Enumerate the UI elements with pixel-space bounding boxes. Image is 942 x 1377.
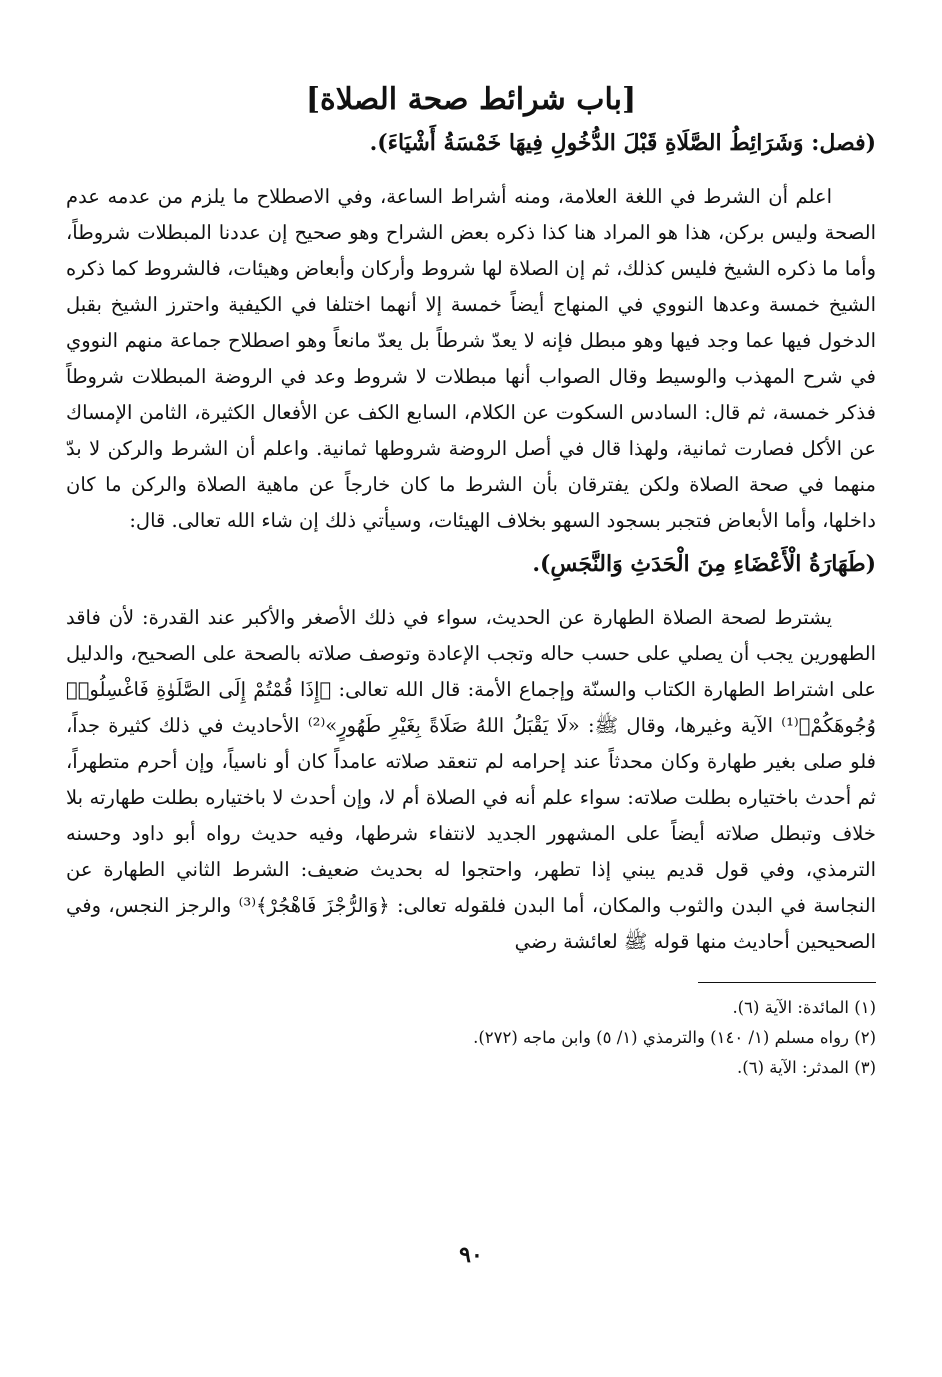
document-page: [66, 62, 876, 1377]
chapter-title: [باب شرائط صحة الصلاة]: [305, 82, 637, 117]
footnote-3: (٣) المدثر: الآية (٦).: [737, 1058, 876, 1078]
body-paragraph-purity: [66, 600, 876, 960]
footnote-1: (١) المائدة: الآية (٦).: [732, 998, 876, 1018]
footnotes: [66, 993, 876, 1083]
body-text-purity: يشترط لصحة الصلاة الطهارة عن الحديث، سواء في ذلك الأصغر والأكبر عند القدرة: لأن فاقد الطهورين يجب أن يصلي على حسب حاله وتجب الإعادة وتوصف صلاته بالصحة على الصحيح، والدليل على اشتراط الطهارة الكتاب والسنّة وإجماع الأمة: قال الله تعالى: ﴿إِذَا قُمْتُمْ إِلَى الصَّلَوٰةِ فَاغْسِلُوا۟ وُجُوهَكُمْ﴾⁽¹⁾ الآية وغيرها، وقال ﷺ: «لَا يَقْبَلُ اللهُ صَلَاةً بِغَيْرِ طَهُورٍ»⁽²⁾ الأحاديث في ذلك كثيرة جداً، فلو صلى بغير طهارة وكان محدثاً عند إحرامه لم تنعقد صلاته عامداً كان أو ناسياً، وإن أحرم متطهراً، ثم أحدث باختياره بطلت صلاته: سواء علم أنه في الصلاة أم لا، وإن أحدث لا باختياره بطلت طهارته بلا خلاف وتبطل صلاته أيضاً على المشهور الجديد لانتفاء شرطها، وفيه حديث رواه أبو داود وحسنه الترمذي، وفي قول قديم يبني إذا تطهر، واحتجوا له بحديث ضعيف: الشرط الثاني الطهارة عن النجاسة في البدن والثوب والمكان، أما البدن فلقوله تعالى: ﴿وَالرُّجْزَ فَاهْجُرْ﴾⁽³⁾ والرجز النجس، وفي الصحيحين أحاديث منها قوله ﷺ لعائشة رضي: [66, 606, 876, 954]
body-paragraph-conditions: [66, 179, 876, 539]
page-number: ٩٠: [459, 1242, 483, 1268]
section-heading-conditions: (فصل: وَشَرَائِطُ الصَّلَاةِ قَبْلَ الدُّخُولِ فِيهَا خَمْسَةُ أَشْيَاءَ).: [369, 130, 876, 156]
body-text-conditions: اعلم أن الشرط في اللغة العلامة، ومنه أشراط الساعة، وفي الاصطلاح ما يلزم من عدمه عدم الصحة وليس بركن، هذا هو المراد هنا كذا ذكره بعض الشراح وهو صحيح إن عددنا المبطلات شروطاً، وأما ما ذكره الشيخ فليس كذلك، ثم إن الصلاة لها شروط وأركان وأبعاض وهيئات، فالشروط كما ذكره الشيخ خمسة وعدها النووي في المنهاج أيضاً خمسة إلا أنهما اختلفا في الكيفية واحترز الشيخ بقبل الدخول فيها عما وجد فيها وهو مبطل فإنه لا يعدّ شرطاً بل يعدّ مانعاً وهو اصطلاح جماعة منهم النووي في شرح المهذب والوسيط وقال الصواب أنها مبطلات لا شروط وعد في الروضة المبطلات شروطاً فذكر خمسة، ثم قال: السادس السكوت عن الكلام، السابع الكف عن الأفعال الكثيرة، الثامن الإمساك عن الأكل فصارت ثمانية، ولهذا قال في أصل الروضة شروطها ثمانية. واعلم أن الشرط والركن لا بدّ منهما في صحة الصلاة ولكن يفترقان بأن الشرط ما كان خارجاً عن ماهية الصلاة والركن ما كان داخلها، وأما الأبعاض فتجبر بسجود السهو بخلاف الهيئات، وسيأتي ذلك إن شاء الله تعالى. قال:: [66, 185, 876, 533]
footnote-separator: [698, 982, 876, 983]
footnote-2: (٢) رواه مسلم (١/ ١٤٠) والترمذي (١/ ٥) وابن ماجه (٢٧٢).: [473, 1028, 876, 1048]
section-heading-purity: (طَهَارَةُ الْأَعْضَاءِ مِنَ الْحَدَثِ وَالنَّجَسِ).: [532, 551, 876, 578]
